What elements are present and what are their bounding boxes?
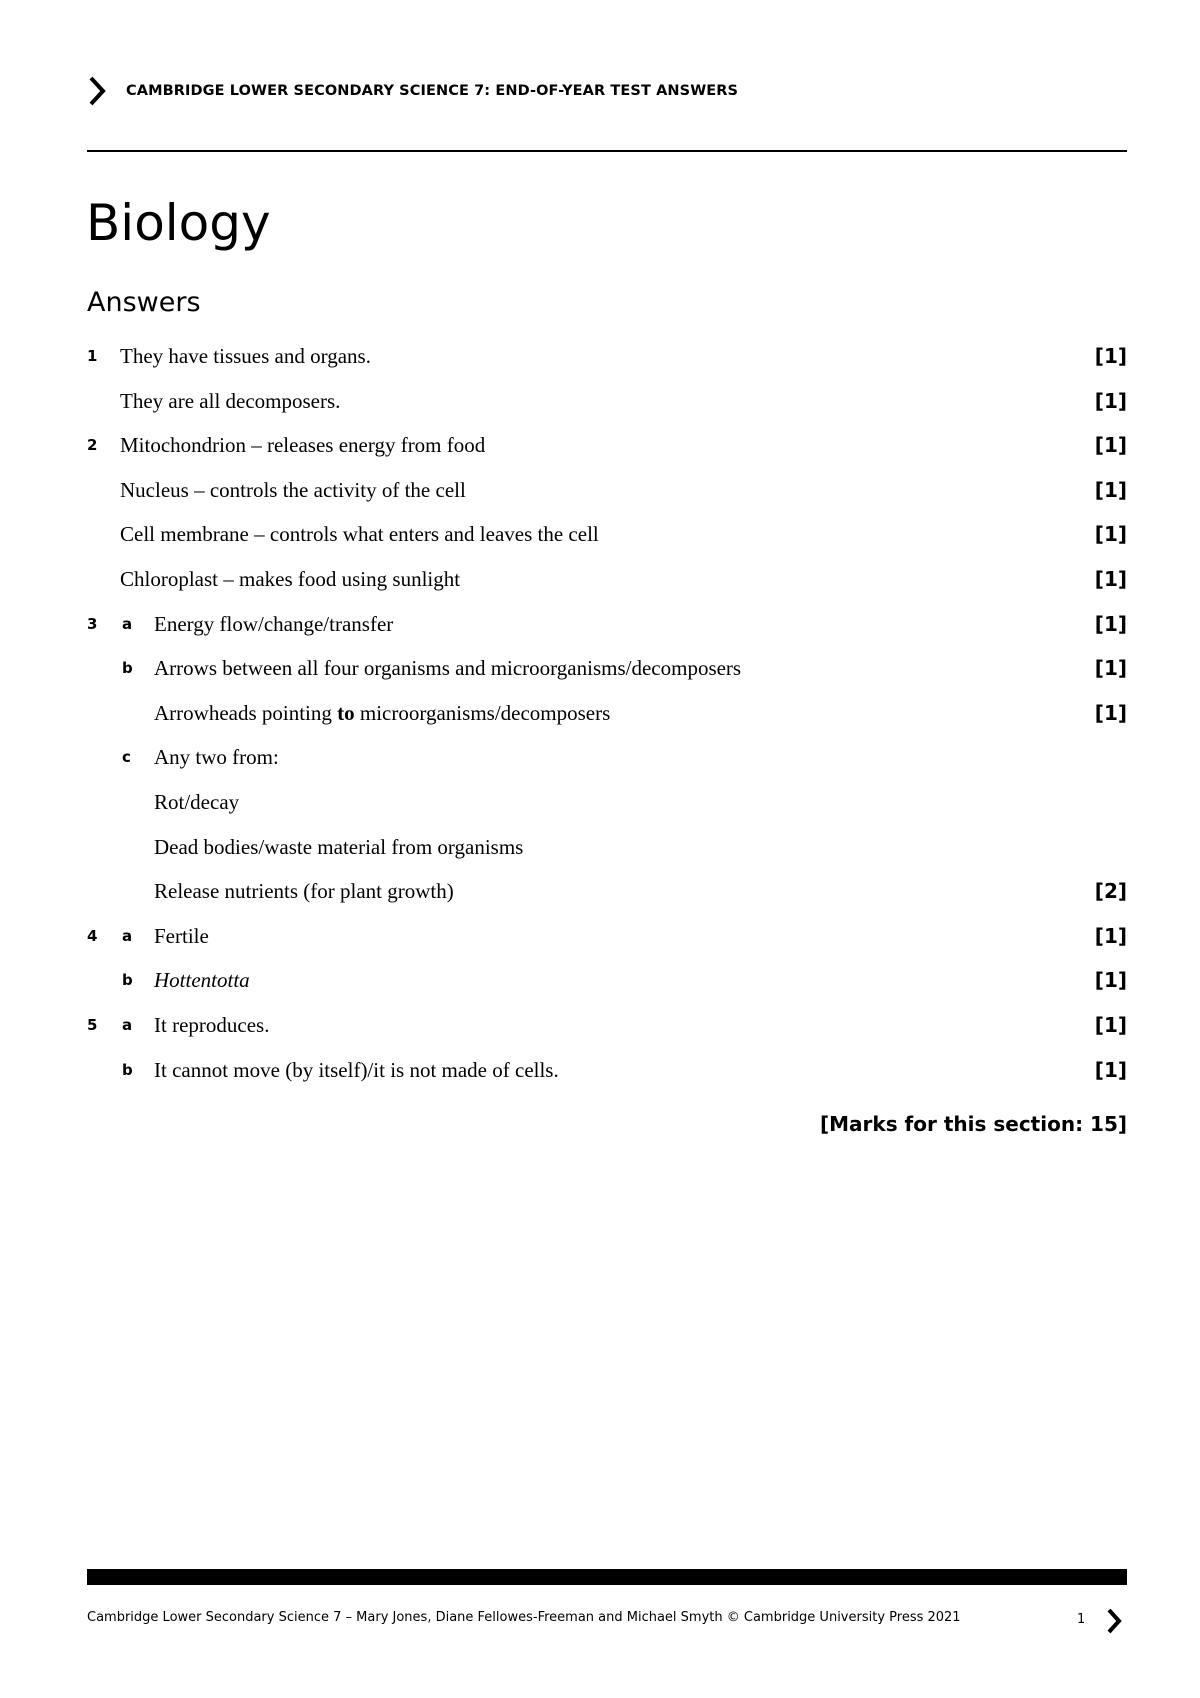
question-part: b: [122, 659, 133, 678]
answer-text-start: Arrowheads pointing: [154, 700, 338, 725]
answer-row: [87, 874, 1127, 919]
header-divider: [87, 150, 1127, 152]
answer-row: [87, 651, 1127, 696]
question-number: 3: [87, 614, 98, 633]
footer-credit: Cambridge Lower Secondary Science 7 – Mary Jones, Diane Fellowes-Freeman and Michael Smyth © Cambridge University Press 2021: [87, 1610, 961, 1625]
header-title: CAMBRIDGE LOWER SECONDARY SCIENCE 7: END-OF-YEAR TEST ANSWERS: [126, 83, 739, 99]
answer-row: [87, 339, 1127, 384]
answer-row: [87, 517, 1127, 562]
answer-text: Hottentotta: [154, 968, 250, 993]
answer-text: It reproduces.: [154, 1012, 270, 1037]
answer-row: [87, 473, 1127, 518]
answer-text: They have tissues and organs.: [120, 344, 371, 368]
answer-text: Energy flow/change/transfer: [154, 611, 394, 636]
answer-text: Cell membrane – controls what enters and leaves the cell: [120, 522, 599, 547]
question-part: a: [122, 926, 133, 945]
answers-list: [87, 339, 1127, 1097]
answer-row: [87, 428, 1127, 473]
chevron-right-icon: [1104, 1606, 1124, 1636]
answer-text: Dead bodies/waste material from organisms: [154, 834, 524, 859]
mark-value: [1]: [1094, 344, 1127, 368]
mark-value: [1]: [1094, 522, 1127, 547]
mark-value: [1]: [1094, 700, 1127, 725]
answer-text: Rot/decay: [154, 789, 240, 814]
question-number: 2: [87, 436, 98, 455]
mark-value: [1]: [1094, 968, 1127, 993]
answer-text-end: microorganisms/decomposers: [354, 700, 611, 725]
answer-row: [87, 562, 1127, 607]
page-header: [86, 74, 738, 108]
question-part: a: [122, 1015, 133, 1034]
answer-text: Chloroplast – makes food using sunlight: [120, 566, 461, 591]
answer-row: [87, 1053, 1127, 1098]
answer-row: [87, 830, 1127, 875]
answer-row: [87, 384, 1127, 429]
question-number: 4: [87, 926, 98, 945]
mark-value: [1]: [1094, 388, 1127, 413]
answer-text: Arrows between all four organisms and microorganisms/decomposers: [154, 656, 742, 681]
footer-bar: [87, 1569, 1127, 1585]
answer-row: [87, 1008, 1127, 1053]
answer-text: Any two from:: [154, 745, 279, 770]
answer-row: [87, 919, 1127, 964]
mark-value: [1]: [1094, 477, 1127, 502]
answer-row: [87, 607, 1127, 652]
page-number: 1: [1077, 1612, 1086, 1627]
question-part: a: [122, 614, 133, 633]
answer-text: Release nutrients (for plant growth): [154, 879, 454, 904]
chevron-right-icon: [86, 74, 108, 108]
mark-value: [1]: [1094, 656, 1127, 681]
answer-text: Fertile: [154, 923, 209, 948]
answer-text: It cannot move (by itself)/it is not made of cells.: [154, 1057, 559, 1082]
mark-value: [2]: [1094, 879, 1127, 904]
mark-value: [1]: [1094, 433, 1127, 458]
section-total: [Marks for this section: 15]: [819, 1112, 1127, 1136]
answer-text: Nucleus – controls the activity of the cell: [120, 477, 466, 502]
answer-text: [154, 696, 610, 730]
answer-text: Mitochondrion – releases energy from food: [120, 433, 486, 458]
section-title: Biology: [86, 194, 271, 252]
answer-row: [87, 963, 1127, 1008]
question-part: c: [122, 748, 131, 767]
answer-row: [87, 696, 1127, 741]
answer-text: They are all decomposers.: [120, 388, 341, 413]
mark-value: [1]: [1094, 923, 1127, 948]
question-part: b: [122, 971, 133, 990]
mark-value: [1]: [1094, 611, 1127, 636]
mark-value: [1]: [1094, 1012, 1127, 1037]
question-part: b: [122, 1060, 133, 1079]
question-number: 5: [87, 1015, 98, 1034]
mark-value: [1]: [1094, 1057, 1127, 1082]
answer-text-emphasis: to: [337, 700, 355, 725]
mark-value: [1]: [1094, 566, 1127, 591]
answer-row: [87, 785, 1127, 830]
question-number: 1: [87, 347, 98, 365]
answer-row: [87, 740, 1127, 785]
answers-heading: Answers: [87, 287, 201, 318]
